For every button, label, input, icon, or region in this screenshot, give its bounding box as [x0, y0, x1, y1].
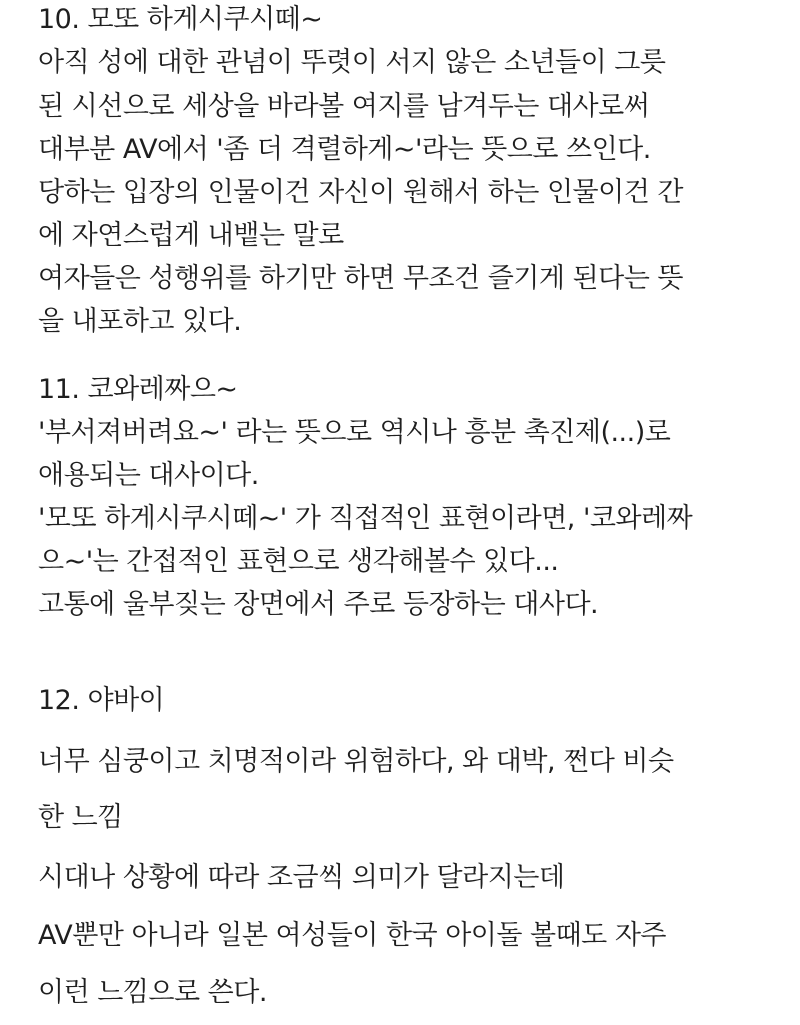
section-12-line-2: 한 느낌 — [38, 802, 123, 833]
section-10-line-3: 대부분 AV에서 '좀 더 격렬하게~'라는 뜻으로 쓰인다. — [38, 134, 651, 165]
section-12-line-4: AV뿐만 아니라 일본 여성들이 한국 아이돌 볼때도 자주 — [38, 920, 667, 951]
section-10-heading: 10. 모또 하게시쿠시떼~ — [38, 4, 323, 35]
section-12-heading: 12. 야바이 — [38, 685, 165, 716]
section-12-line-5: 이런 느낌으로 쓴다. — [38, 977, 267, 1008]
section-11-line-3: '모또 하게시쿠시떼~' 가 직접적인 표현이라면, '코와레짜 — [38, 503, 693, 534]
section-11-line-1: '부서져버려요~' 라는 뜻으로 역시나 흥분 촉진제(...)로 — [38, 417, 671, 448]
section-11-heading: 11. 코와레짜으~ — [38, 374, 238, 405]
section-10-line-6: 여자들은 성행위를 하기만 하면 무조건 즐기게 된다는 뜻 — [38, 263, 683, 294]
section-10-line-5: 에 자연스럽게 내뱉는 말로 — [38, 220, 344, 251]
section-12-line-1: 너무 심쿵이고 치명적이라 위험하다, 와 대박, 쩐다 비슷 — [38, 746, 674, 777]
section-12-line-3: 시대나 상황에 따라 조금씩 의미가 달라지는데 — [38, 862, 565, 893]
section-10-line-1: 아직 성에 대한 관념이 뚜렷이 서지 않은 소년들이 그릇 — [38, 47, 666, 78]
section-11-line-5: 고통에 울부짖는 장면에서 주로 등장하는 대사다. — [38, 589, 599, 620]
section-10-line-4: 당하는 입장의 인물이건 자신이 원해서 하는 인물이건 간 — [38, 177, 683, 208]
section-10-line-7: 을 내포하고 있다. — [38, 306, 242, 337]
section-11-line-4: 으~'는 간접적인 표현으로 생각해볼수 있다... — [38, 546, 559, 577]
section-10-line-2: 된 시선으로 세상을 바라볼 여지를 남겨두는 대사로써 — [38, 91, 650, 122]
section-11-line-2: 애용되는 대사이다. — [38, 460, 259, 491]
